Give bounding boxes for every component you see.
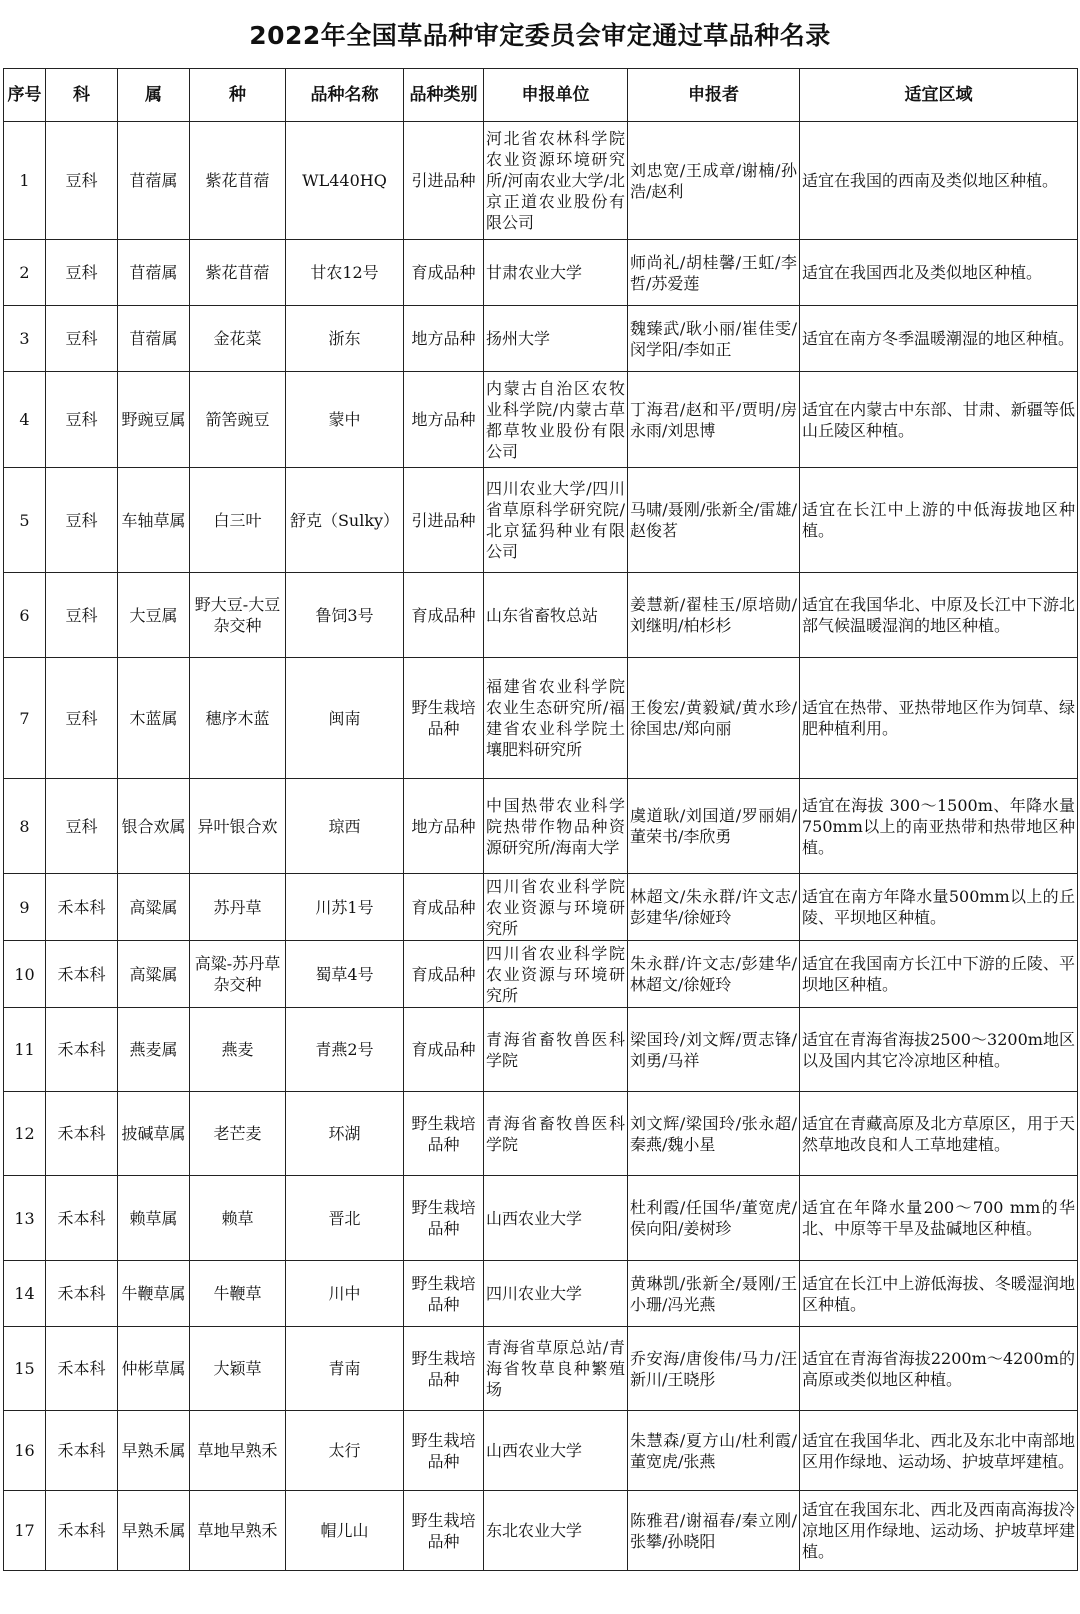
cell-applicants: 陈雅君/谢福春/秦立刚/张攀/孙晓阳 — [628, 1491, 800, 1571]
cell-applicants: 师尚礼/胡桂馨/王虹/李哲/苏爱莲 — [628, 240, 800, 306]
cell-applicants: 姜慧新/翟桂玉/原培勋/刘继明/柏杉杉 — [628, 573, 800, 658]
cell-variety: 环湖 — [286, 1092, 404, 1176]
cell-species: 苏丹草 — [190, 874, 286, 941]
cell-no: 10 — [4, 941, 46, 1008]
cell-genus: 高粱属 — [118, 941, 190, 1008]
cell-region: 适宜在我国南方长江中下游的丘陵、平坝地区种植。 — [800, 941, 1078, 1008]
header-genus: 属 — [118, 69, 190, 122]
cell-applicants: 魏臻武/耿小丽/崔佳雯/闵学阳/李如正 — [628, 306, 800, 372]
cell-no: 9 — [4, 874, 46, 941]
cell-unit: 四川省农业科学院农业资源与环境研究所 — [484, 874, 628, 941]
cell-unit: 四川农业大学 — [484, 1261, 628, 1327]
cell-variety: 蒙中 — [286, 372, 404, 468]
cell-unit: 青海省畜牧兽医科学院 — [484, 1092, 628, 1176]
cell-region: 适宜在我国华北、西北及东北中南部地区用作绿地、运动场、护坡草坪建植。 — [800, 1411, 1078, 1491]
cell-species: 燕麦 — [190, 1008, 286, 1092]
cell-genus: 苜蓿属 — [118, 122, 190, 240]
cell-unit: 中国热带农业科学院热带作物品种资源研究所/海南大学 — [484, 779, 628, 874]
cell-variety: 鲁饲3号 — [286, 573, 404, 658]
cell-variety: 川苏1号 — [286, 874, 404, 941]
cell-region: 适宜在我国的西南及类似地区种植。 — [800, 122, 1078, 240]
cell-genus: 披碱草属 — [118, 1092, 190, 1176]
cell-applicants: 王俊宏/黄毅斌/黄水珍/徐国忠/郑向丽 — [628, 658, 800, 779]
table-row — [4, 779, 1078, 874]
cell-no: 5 — [4, 468, 46, 573]
cell-no: 6 — [4, 573, 46, 658]
cell-variety: 青南 — [286, 1327, 404, 1411]
cell-unit: 山西农业大学 — [484, 1411, 628, 1491]
cell-applicants: 刘文辉/梁国玲/张永超/秦燕/魏小星 — [628, 1092, 800, 1176]
cell-category: 野生栽培品种 — [404, 658, 484, 779]
table-row — [4, 1261, 1078, 1327]
cell-applicants: 乔安海/唐俊伟/马力/汪新川/王晓彤 — [628, 1327, 800, 1411]
cell-family: 禾本科 — [46, 1411, 118, 1491]
cell-applicants: 朱永群/许文志/彭建华/林超文/徐娅玲 — [628, 941, 800, 1008]
cell-genus: 野豌豆属 — [118, 372, 190, 468]
cell-species: 金花菜 — [190, 306, 286, 372]
cell-region: 适宜在年降水量200～700 mm的华北、中原等干旱及盐碱地区种植。 — [800, 1176, 1078, 1261]
cell-category: 育成品种 — [404, 1008, 484, 1092]
cell-genus: 大豆属 — [118, 573, 190, 658]
cell-family: 禾本科 — [46, 1261, 118, 1327]
cell-species: 箭筈豌豆 — [190, 372, 286, 468]
cell-unit: 扬州大学 — [484, 306, 628, 372]
cell-category: 野生栽培品种 — [404, 1261, 484, 1327]
table-row — [4, 1411, 1078, 1491]
cell-species: 高粱-苏丹草杂交种 — [190, 941, 286, 1008]
cell-unit: 甘肃农业大学 — [484, 240, 628, 306]
cell-applicants: 刘忠宽/王成章/谢楠/孙浩/赵利 — [628, 122, 800, 240]
cell-variety: 帽儿山 — [286, 1491, 404, 1571]
cell-no: 12 — [4, 1092, 46, 1176]
cell-genus: 早熟禾属 — [118, 1411, 190, 1491]
table-row — [4, 306, 1078, 372]
cell-applicants: 黄琳凯/张新全/聂刚/王小珊/冯光燕 — [628, 1261, 800, 1327]
cell-genus: 仲彬草属 — [118, 1327, 190, 1411]
cell-applicants: 梁国玲/刘文辉/贾志锋/刘勇/马祥 — [628, 1008, 800, 1092]
cell-species: 牛鞭草 — [190, 1261, 286, 1327]
cell-region: 适宜在我国东北、西北及西南高海拔冷凉地区用作绿地、运动场、护坡草坪建植。 — [800, 1491, 1078, 1571]
cell-family: 豆科 — [46, 372, 118, 468]
header-variety: 品种名称 — [286, 69, 404, 122]
cell-region: 适宜在我国西北及类似地区种植。 — [800, 240, 1078, 306]
table-row — [4, 1092, 1078, 1176]
cell-category: 育成品种 — [404, 941, 484, 1008]
cell-unit: 山西农业大学 — [484, 1176, 628, 1261]
cell-region: 适宜在南方冬季温暖潮湿的地区种植。 — [800, 306, 1078, 372]
cell-unit: 四川农业大学/四川省草原科学研究院/北京猛犸种业有限公司 — [484, 468, 628, 573]
cell-no: 16 — [4, 1411, 46, 1491]
cell-family: 豆科 — [46, 573, 118, 658]
cell-species: 异叶银合欢 — [190, 779, 286, 874]
cell-region: 适宜在内蒙古中东部、甘肃、新疆等低山丘陵区种植。 — [800, 372, 1078, 468]
cell-species: 赖草 — [190, 1176, 286, 1261]
cell-species: 草地早熟禾 — [190, 1491, 286, 1571]
header-row — [4, 69, 1078, 122]
table-row — [4, 468, 1078, 573]
cell-category: 育成品种 — [404, 874, 484, 941]
cell-family: 禾本科 — [46, 1092, 118, 1176]
table-row — [4, 1176, 1078, 1261]
cell-no: 15 — [4, 1327, 46, 1411]
cell-genus: 燕麦属 — [118, 1008, 190, 1092]
cell-region: 适宜在海拔 300～1500m、年降水量 750mm以上的南亚热带和热带地区种植。 — [800, 779, 1078, 874]
cell-species: 白三叶 — [190, 468, 286, 573]
cell-no: 7 — [4, 658, 46, 779]
table-row — [4, 1327, 1078, 1411]
cell-species: 草地早熟禾 — [190, 1411, 286, 1491]
cell-region: 适宜在长江中上游的中低海拔地区种植。 — [800, 468, 1078, 573]
cell-genus: 银合欢属 — [118, 779, 190, 874]
table-row — [4, 1491, 1078, 1571]
table-row — [4, 122, 1078, 240]
header-species: 种 — [190, 69, 286, 122]
cell-family: 禾本科 — [46, 874, 118, 941]
cell-region: 适宜在青海省海拔2200m～4200m的高原或类似地区种植。 — [800, 1327, 1078, 1411]
cell-genus: 苜蓿属 — [118, 240, 190, 306]
cell-species: 大颖草 — [190, 1327, 286, 1411]
cell-family: 豆科 — [46, 122, 118, 240]
header-family: 科 — [46, 69, 118, 122]
cell-category: 育成品种 — [404, 573, 484, 658]
cell-no: 8 — [4, 779, 46, 874]
cell-no: 2 — [4, 240, 46, 306]
cell-no: 11 — [4, 1008, 46, 1092]
cell-variety: 琼西 — [286, 779, 404, 874]
cell-species: 紫花苜蓿 — [190, 240, 286, 306]
cell-applicants: 杜利霞/任国华/董宽虎/侯向阳/姜树珍 — [628, 1176, 800, 1261]
cell-category: 野生栽培品种 — [404, 1411, 484, 1491]
header-region: 适宜区域 — [800, 69, 1078, 122]
header-unit: 申报单位 — [484, 69, 628, 122]
cell-species: 紫花苜蓿 — [190, 122, 286, 240]
cell-genus: 苜蓿属 — [118, 306, 190, 372]
cell-family: 禾本科 — [46, 1176, 118, 1261]
cell-variety: 太行 — [286, 1411, 404, 1491]
cell-genus: 木蓝属 — [118, 658, 190, 779]
cell-applicants: 林超文/朱永群/许文志/彭建华/徐娅玲 — [628, 874, 800, 941]
cell-variety: 青燕2号 — [286, 1008, 404, 1092]
cell-no: 3 — [4, 306, 46, 372]
cell-category: 野生栽培品种 — [404, 1092, 484, 1176]
cell-family: 禾本科 — [46, 941, 118, 1008]
cell-region: 适宜在青海省海拔2500～3200m地区以及国内其它冷凉地区种植。 — [800, 1008, 1078, 1092]
page-title: 2022年全国草品种审定委员会审定通过草品种名录 — [249, 21, 831, 50]
cell-family: 豆科 — [46, 306, 118, 372]
cell-applicants: 丁海君/赵和平/贾明/房永雨/刘思博 — [628, 372, 800, 468]
cell-no: 1 — [4, 122, 46, 240]
cell-variety: WL440HQ — [286, 122, 404, 240]
header-category: 品种类别 — [404, 69, 484, 122]
cell-species: 野大豆-大豆杂交种 — [190, 573, 286, 658]
variety-table — [3, 68, 1078, 1571]
table-row — [4, 372, 1078, 468]
cell-unit: 河北省农林科学院农业资源环境研究所/河南农业大学/北京正道农业股份有限公司 — [484, 122, 628, 240]
cell-species: 穗序木蓝 — [190, 658, 286, 779]
cell-variety: 浙东 — [286, 306, 404, 372]
cell-family: 豆科 — [46, 658, 118, 779]
cell-category: 引进品种 — [404, 468, 484, 573]
cell-region: 适宜在热带、亚热带地区作为饲草、绿肥种植利用。 — [800, 658, 1078, 779]
cell-unit: 青海省草原总站/青海省牧草良种繁殖场 — [484, 1327, 628, 1411]
cell-category: 育成品种 — [404, 240, 484, 306]
cell-unit: 山东省畜牧总站 — [484, 573, 628, 658]
table-row — [4, 874, 1078, 941]
cell-region: 适宜在长江中上游低海拔、冬暖湿润地区种植。 — [800, 1261, 1078, 1327]
table-row — [4, 573, 1078, 658]
header-applicants: 申报者 — [628, 69, 800, 122]
cell-no: 4 — [4, 372, 46, 468]
cell-genus: 赖草属 — [118, 1176, 190, 1261]
cell-category: 野生栽培品种 — [404, 1327, 484, 1411]
cell-unit: 福建省农业科学院农业生态研究所/福建省农业科学院土壤肥料研究所 — [484, 658, 628, 779]
cell-family: 豆科 — [46, 240, 118, 306]
header-no: 序号 — [4, 69, 46, 122]
cell-region: 适宜在南方年降水量500mm以上的丘陵、平坝地区种植。 — [800, 874, 1078, 941]
cell-genus: 早熟禾属 — [118, 1491, 190, 1571]
cell-genus: 高粱属 — [118, 874, 190, 941]
cell-genus: 牛鞭草属 — [118, 1261, 190, 1327]
cell-category: 野生栽培品种 — [404, 1176, 484, 1261]
cell-category: 地方品种 — [404, 779, 484, 874]
cell-applicants: 虞道耿/刘国道/罗丽娟/董荣书/李欣勇 — [628, 779, 800, 874]
cell-region: 适宜在我国华北、中原及长江中下游北部气候温暖湿润的地区种植。 — [800, 573, 1078, 658]
table-row — [4, 240, 1078, 306]
cell-unit: 四川省农业科学院农业资源与环境研究所 — [484, 941, 628, 1008]
cell-unit: 内蒙古自治区农牧业科学院/内蒙古草都草牧业股份有限公司 — [484, 372, 628, 468]
cell-family: 豆科 — [46, 779, 118, 874]
cell-category: 地方品种 — [404, 372, 484, 468]
cell-category: 地方品种 — [404, 306, 484, 372]
cell-applicants: 马啸/聂刚/张新全/雷雄/赵俊茗 — [628, 468, 800, 573]
cell-family: 禾本科 — [46, 1008, 118, 1092]
cell-species: 老芒麦 — [190, 1092, 286, 1176]
cell-no: 14 — [4, 1261, 46, 1327]
cell-region: 适宜在青藏高原及北方草原区，用于天然草地改良和人工草地建植。 — [800, 1092, 1078, 1176]
cell-unit: 东北农业大学 — [484, 1491, 628, 1571]
table-row — [4, 1008, 1078, 1092]
cell-unit: 青海省畜牧兽医科学院 — [484, 1008, 628, 1092]
cell-variety: 晋北 — [286, 1176, 404, 1261]
cell-variety: 闽南 — [286, 658, 404, 779]
cell-variety: 舒克（Sulky） — [286, 468, 404, 573]
cell-family: 禾本科 — [46, 1327, 118, 1411]
cell-variety: 蜀草4号 — [286, 941, 404, 1008]
cell-family: 禾本科 — [46, 1491, 118, 1571]
cell-applicants: 朱慧森/夏方山/杜利霞/董宽虎/张燕 — [628, 1411, 800, 1491]
cell-genus: 车轴草属 — [118, 468, 190, 573]
cell-variety: 川中 — [286, 1261, 404, 1327]
cell-category: 野生栽培品种 — [404, 1491, 484, 1571]
table-row — [4, 658, 1078, 779]
cell-no: 13 — [4, 1176, 46, 1261]
cell-variety: 甘农12号 — [286, 240, 404, 306]
cell-no: 17 — [4, 1491, 46, 1571]
cell-category: 引进品种 — [404, 122, 484, 240]
cell-family: 豆科 — [46, 468, 118, 573]
table-row — [4, 941, 1078, 1008]
